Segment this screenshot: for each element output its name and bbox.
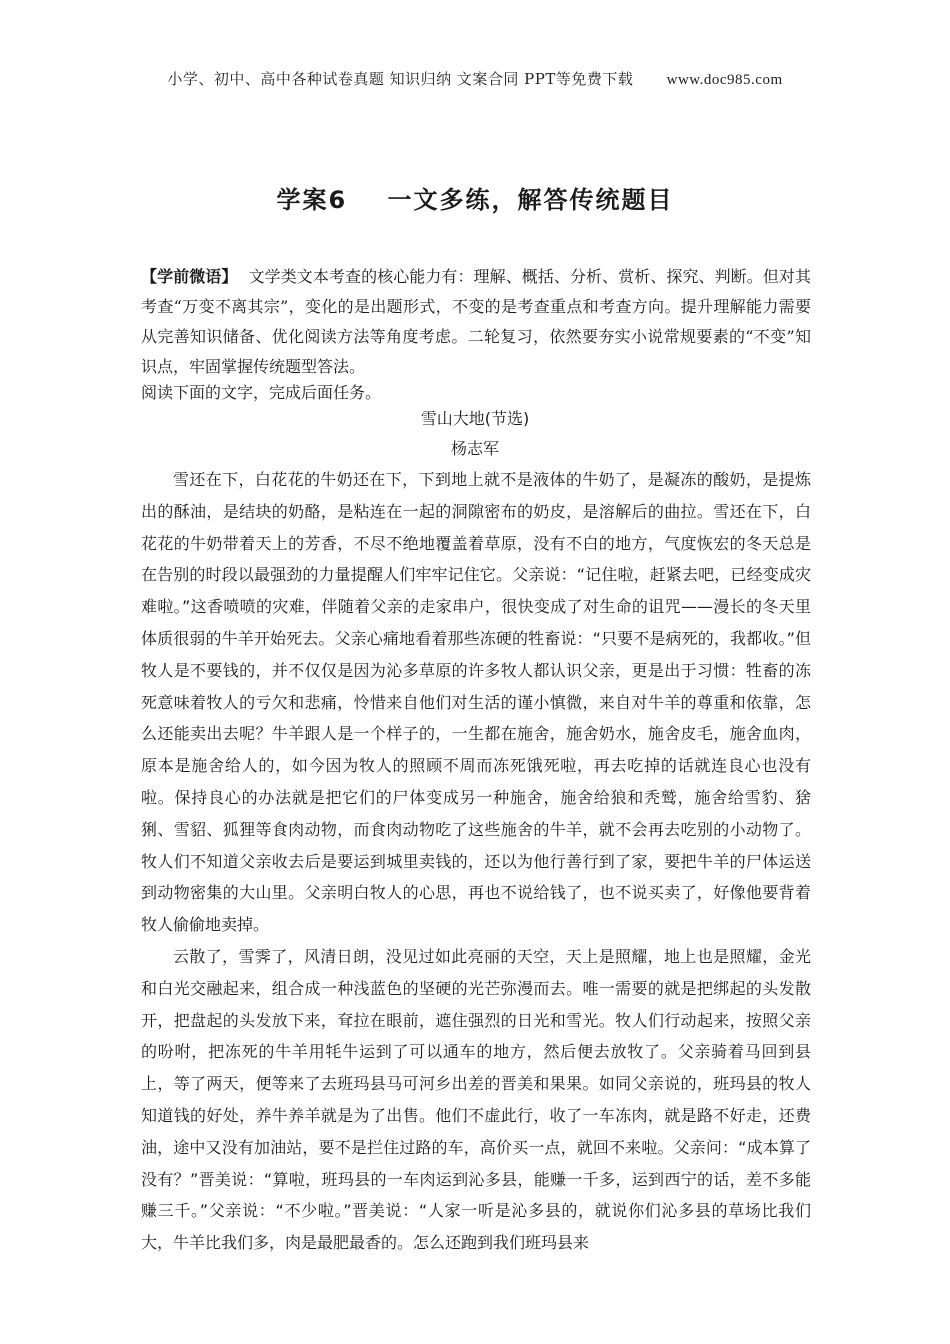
intro-section (141, 262, 811, 382)
story-paragraph: 云散了，雪霁了，风清日朗，没见过如此亮丽的天空，天上是照耀，地上也是照耀，金光和白光交融起来，组合成一种浅蓝色的坚硬的光芒弥漫而去。唯一需要的就是把绑起的头发散开，把盘起的头发放下来，耷拉在眼前，遮住强烈的日光和雪光。牧人们行动起来，按照父亲的吩咐，把冻死的牛羊用牦牛运到了可以通车的地方，然后便去放牧了。父亲骑着马回到县上，等了两天，便等来了去班玛县马可河乡出差的晋美和果果。如同父亲说的，班玛县的牧人知道钱的好处，养牛养羊就是为了出售。他们不虚此行，收了一车冻肉，就是路不好走，还费油，途中又没有加油站，要不是拦住过路的车，高价买一点，就回不来啦。父亲问：“成本算了没有？”晋美说：“算啦，班玛县的一车肉运到沁多县，能赚一千多，运到西宁的话，差不多能赚三千。”父亲说：“不少啦。”晋美说：“人家一听是沁多县的，就说你们沁多县的草场比我们大，牛羊比我们多，肉是最肥最香的。怎么还跑到我们班玛县来 (141, 946, 811, 1253)
page-header (0, 68, 950, 89)
header-text: 小学、初中、高中各种试卷真题 知识归纳 文案合同 PPT等免费下载 (167, 70, 634, 88)
page-title (0, 180, 950, 215)
story-body (141, 464, 811, 1259)
story-paragraph: 雪还在下，白花花的牛奶还在下，下到地上就不是液体的牛奶了，是凝冻的酸奶，是提炼出的酥油，是结块的奶酪，是粘连在一起的洞隙密布的奶皮，是溶解后的曲拉。雪还在下，白花花的牛奶带着天上的芳香，不尽不绝地覆盖着草原，没有不白的地方，气度恢宏的冬天总是在告别的时段以最强劲的力量提醒人们牢牢记住它。父亲说：“记住啦，赶紧去吧，已经变成灾难啦。”这香喷喷的灾难，伴随着父亲的走家串户，很快变成了对生命的诅咒——漫长的冬天里体质很弱的牛羊开始死去。父亲心痛地看着那些冻硬的牲畜说：“只要不是病死的，我都收。”但牧人是不要钱的，并不仅仅是因为沁多草原的许多牧人都认识父亲，更是出于习惯：牲畜的冻死意味着牧人的亏欠和悲痛，怜惜来自他们对生活的谨小慎微，来自对牛羊的尊重和依靠，怎么还能卖出去呢？牛羊跟人是一个样子的，一生都在施舍，施舍奶水，施舍皮毛，施舍血肉，原本是施舍给人的，如今因为牧人的照顾不周而冻死饿死啦，再去吃掉的话就连良心也没有啦。保持良心的办法就是把它们的尸体变成另一种施舍，施舍给狼和秃鹫，施舍给雪豹、猞猁、雪貂、狐狸等食肉动物，而食肉动物吃了这些施舍的牛羊，就不会再去吃别的小动物了。牧人们不知道父亲收去后是要运到城里卖钱的，还以为他行善行到了家，要把牛羊的尸体运送到动物密集的大山里。父亲明白牧人的心思，再也不说给钱了，也不说买卖了，好像他要背着牧人偷偷地卖掉。 (141, 470, 811, 935)
story-title: 雪山大地(节选) (420, 409, 530, 428)
intro-tag: 【学前微语】 (141, 267, 238, 286)
reading-instruction: 阅读下面的文字，完成后面任务。 (141, 383, 382, 402)
title-text: 一文多练，解答传统题目 (387, 186, 674, 214)
story-author: 杨志军 (450, 439, 499, 458)
header-url[interactable]: www.doc985.com (666, 72, 783, 88)
intro-text: 文学类文本考查的核心能力有：理解、概括、分析、赏析、探究、判断。但对其考查“万变不离其宗”，变化的是出题形式，不变的是考查重点和考查方向。提升理解能力需要从完善知识储备、优化阅读方法等角度考虑。二轮复习，依然要夯实小说常规要素的“不变”知识点，牢固掌握传统题型答法。 (141, 267, 811, 376)
title-number: 学案6 (276, 186, 348, 214)
